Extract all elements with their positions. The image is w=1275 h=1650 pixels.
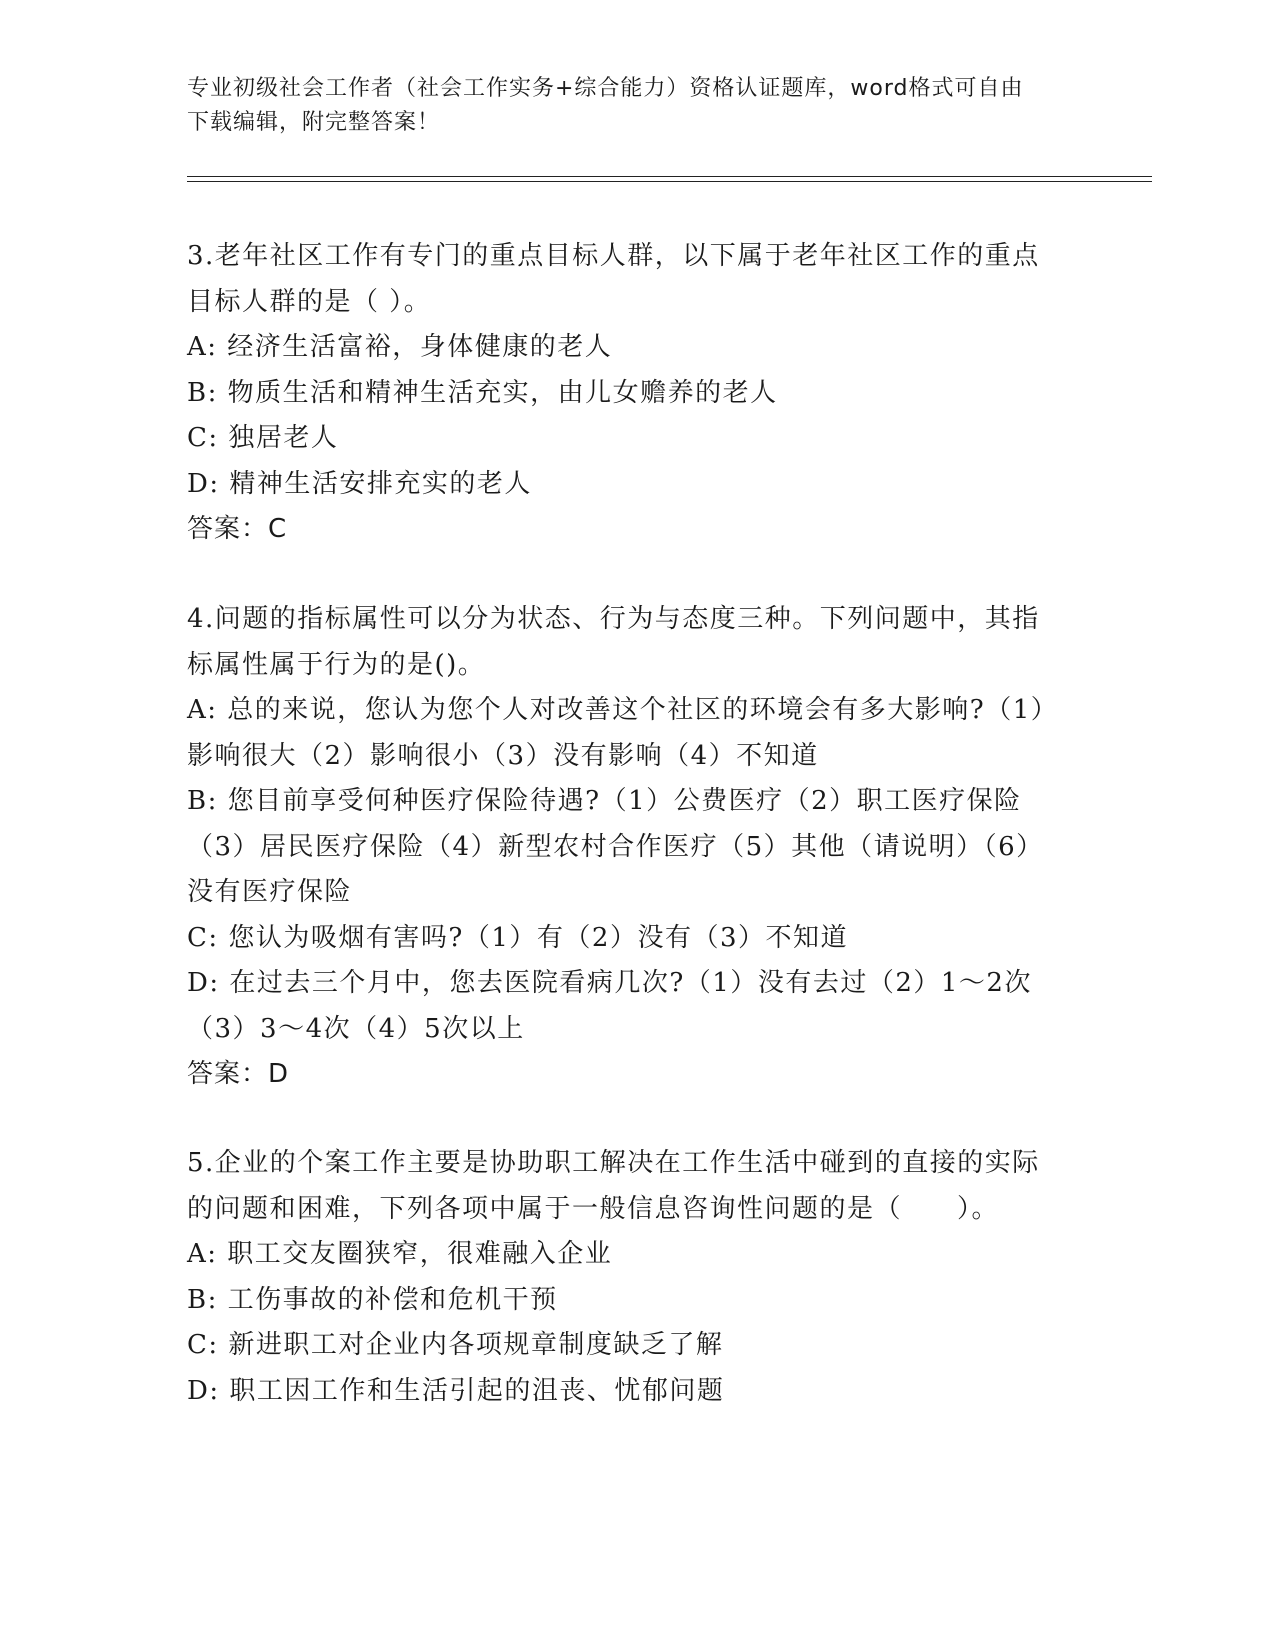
question-5 [187,1141,1067,1414]
option-a: A: 总的来说，您认为您个人对改善这个社区的环境会有多大影响?（1）影响很大（2）影响很小（3）没有影响（4）不知道 [187,695,1059,771]
option-d: D: 精神生活安排充实的老人 [187,468,532,499]
option-c: C: 您认为吸烟有害吗?（1）有（2）没有（3）不知道 [187,922,848,953]
option-c: C: 独居老人 [187,423,339,453]
question-3 [187,234,1067,553]
header-divider-bottom [187,181,1152,182]
option-a: A: 经济生活富裕，身体健康的老人 [187,332,613,362]
header-title-line-2: 下载编辑，附完整答案！ [187,110,441,135]
option-a: A: 职工交友圈狭窄，很难融入企业 [187,1239,613,1269]
question-stem: 5.企业的个案工作主要是协助职工解决在工作生活中碰到的直接的实际的问题和困难，下列各项中属于一般信息咨询性问题的是（ ）。 [187,1148,1040,1224]
question-4 [187,597,1067,1098]
option-b: B: 物质生活和精神生活充实，由儿女赡养的老人 [187,377,778,408]
option-b: B: 您目前享受何种医疗保险待遇?（1）公费医疗（2）职工医疗保险（3）居民医疗保险（4）新型农村合作医疗（5）其他（请说明）（6）没有医疗保险 [187,786,1044,907]
answer-key: 答案：C [187,514,288,544]
document-header [187,72,1087,140]
answer-key: 答案：D [187,1059,290,1089]
header-divider-top [187,176,1152,177]
option-c: C: 新进职工对企业内各项规章制度缺乏了解 [187,1330,724,1360]
header-title-line-1: 专业初级社会工作者（社会工作实务+综合能力）资格认证题库，word格式可自由 [187,76,1024,101]
option-d: D: 职工因工作和生活引起的沮丧、忧郁问题 [187,1375,725,1406]
question-stem: 4.问题的指标属性可以分为状态、行为与态度三种。下列问题中，其指标属性属于行为的是()。 [187,604,1040,680]
option-b: B: 工伤事故的补偿和危机干预 [187,1284,558,1315]
question-stem: 3.老年社区工作有专门的重点目标人群，以下属于老年社区工作的重点目标人群的是（ ）。 [187,241,1040,317]
option-d: D: 在过去三个月中，您去医院看病几次?（1）没有去过（2）1～2次（3）3～4次（4）5次以上 [187,968,1032,1044]
